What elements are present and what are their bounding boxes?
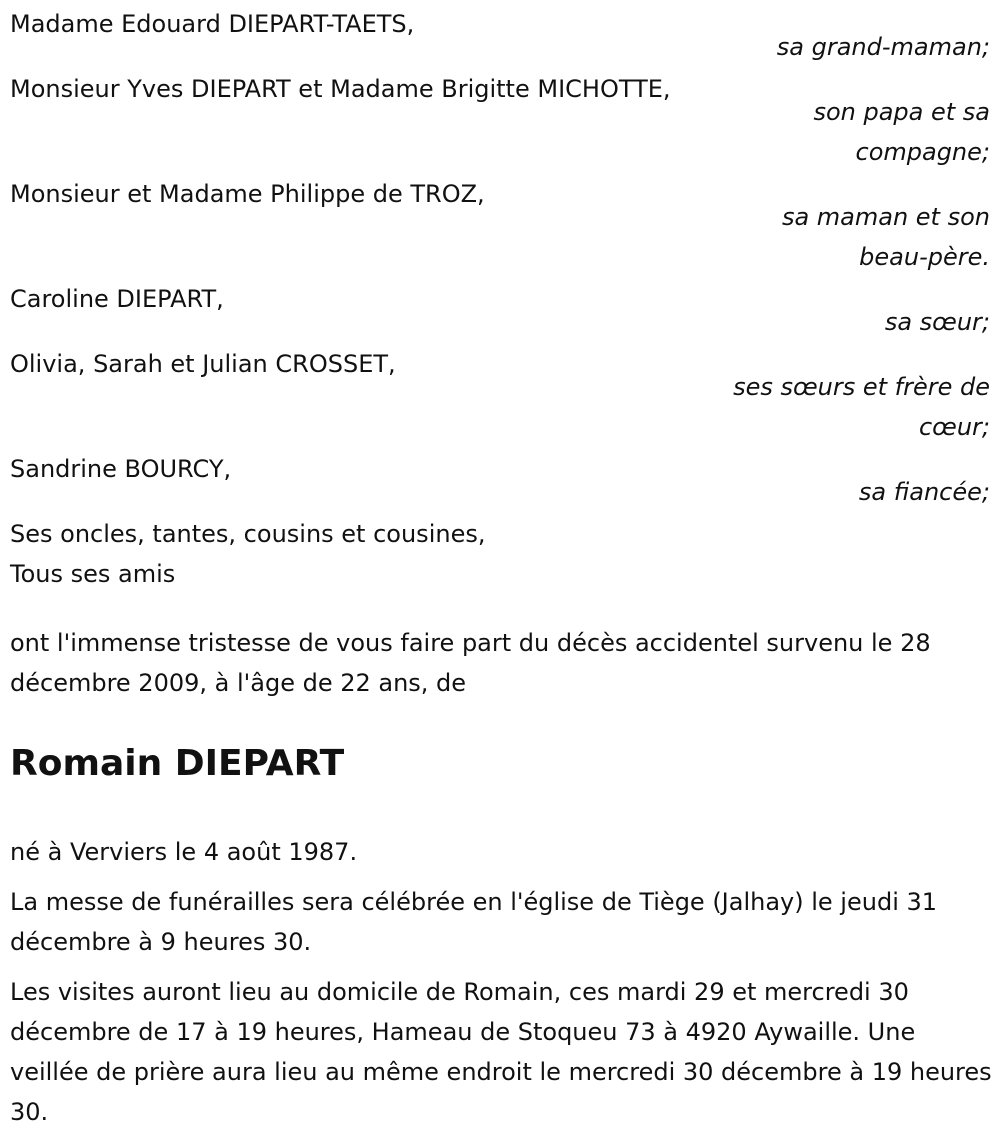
family-member-name: Olivia, Sarah et Julian CROSSET, <box>10 350 396 378</box>
family-member-name: Caroline DIEPART, <box>10 285 224 313</box>
deceased-name: Romain DIEPART <box>10 743 345 784</box>
other-relatives-line: Ses oncles, tantes, cousins et cousines, <box>10 520 486 548</box>
family-member-name: Madame Edouard DIEPART-TAETS, <box>10 10 415 38</box>
family-relation: son papa et sa compagne; <box>813 98 990 166</box>
family-entry <box>10 449 990 512</box>
details-section <box>10 832 992 1142</box>
family-member-name: Sandrine BOURCY, <box>10 455 232 483</box>
family-relation: sa fiancée; <box>858 478 990 506</box>
family-entry <box>10 69 990 172</box>
family-member-name: Monsieur Yves DIEPART et Madame Brigitte MICHOTTE, <box>10 75 671 103</box>
family-member-name: Monsieur et Madame Philippe de TROZ, <box>10 180 485 208</box>
other-relatives-line: Tous ses amis <box>10 560 176 588</box>
family-relation: sa grand-maman; <box>776 33 990 61</box>
announcement-text: ont l'immense tristesse de vous faire part du décès accidentel survenu le 28 décembre 2009, à l'âge de 22 ans, de <box>10 629 931 697</box>
family-relation: sa maman et son beau-père. <box>781 203 990 271</box>
family-relation: sa sœur; <box>884 308 990 336</box>
family-entry <box>10 279 990 342</box>
other-relatives <box>10 514 990 594</box>
family-entry <box>10 344 990 447</box>
family-entry <box>10 174 990 277</box>
funeral-info: La messe de funérailles sera célébrée en l'église de Tiège (Jalhay) le jeudi 31 décembre à 9 heures 30. <box>10 888 938 956</box>
visits-info: Les visites auront lieu au domicile de Romain, ces mardi 29 et mercredi 30 décembre de 17 à 19 heures, Hameau de Stoqueu 73 à 4920 Aywaille. Une veillée de prière aura lieu au même endroit le mercredi 30 décembre à 19 heures 30. <box>10 978 992 1126</box>
family-list <box>10 4 990 594</box>
birth-info: né à Verviers le 4 août 1987. <box>10 838 358 866</box>
family-relation: ses sœurs et frère de cœur; <box>733 373 990 441</box>
family-entry <box>10 4 990 67</box>
